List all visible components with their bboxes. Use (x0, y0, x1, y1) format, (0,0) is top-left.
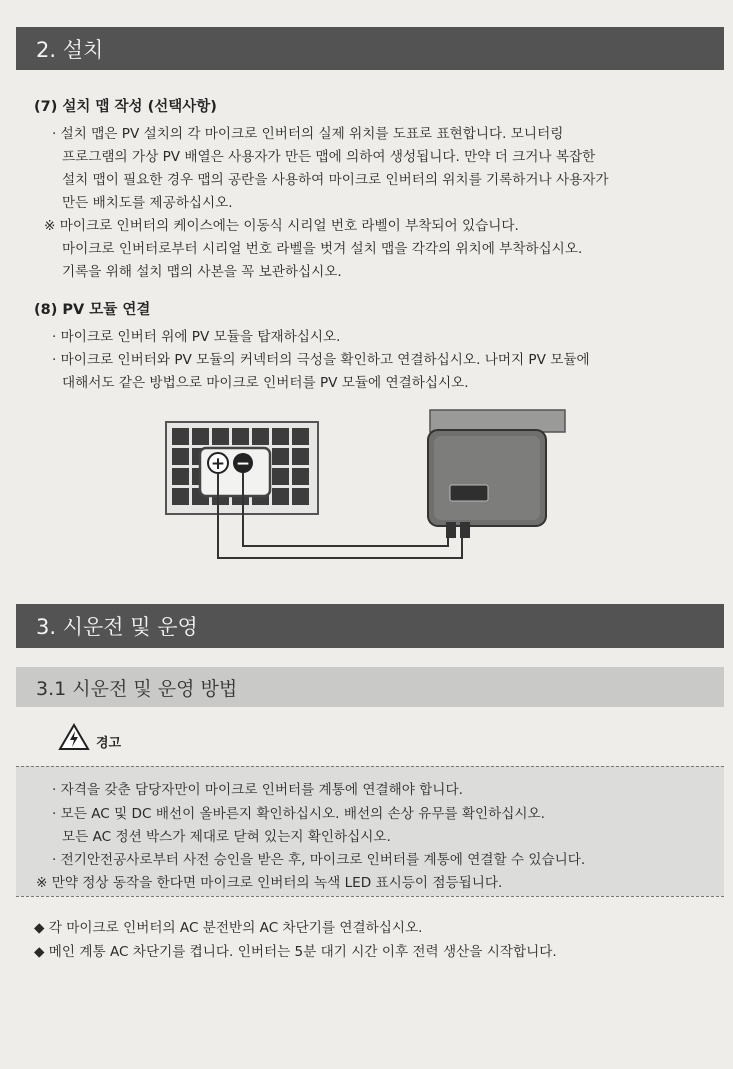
step-item: ◆ 메인 계통 AC 차단기를 켭니다. 인버터는 5분 대기 시간 이후 전력 생산을 시작합니다. (34, 944, 557, 960)
warning-line: · 전기안전공사로부터 사전 승인을 받은 후, 마이크로 인버터를 계통에 연결할 수 있습니다. (52, 852, 586, 868)
warning-line: 모든 AC 정션 박스가 제대로 닫혀 있는지 확인하십시오. (62, 829, 391, 845)
plus-terminal-label: + (210, 454, 226, 474)
pv-connect-line: · 마이크로 인버터 위에 PV 모듈을 탑재하십시오. (52, 329, 341, 345)
pv-connect-line: 대해서도 같은 방법으로 마이크로 인버터를 PV 모듈에 연결하십시오. (62, 375, 469, 391)
inverter-bracket (430, 410, 565, 432)
warning-label: 경고 (96, 736, 122, 751)
warning-triangle-icon (58, 723, 90, 751)
warning-line: · 자격을 갖춘 담당자만이 마이크로 인버터를 계통에 연결해야 합니다. (52, 782, 463, 798)
section-2-title: 2. 설치 (36, 37, 104, 62)
section-2-header (16, 27, 724, 70)
install-map-line: 프로그램의 가상 PV 배열은 사용자가 만든 맵에 의하여 생성됩니다. 만약 더 크거나 복잡한 (62, 149, 596, 165)
section-3-1-header (16, 667, 724, 707)
pv-connect-line: · 마이크로 인버터와 PV 모듈의 커넥터의 극성을 확인하고 연결하십시오. 나머지 PV 모듈에 (52, 352, 590, 368)
install-map-heading: (7) 설치 맵 작성 (선택사항) (34, 99, 217, 115)
install-map-note: ※ 마이크로 인버터의 케이스에는 이동식 시리얼 번호 라벨이 부착되어 있습니다. (44, 218, 519, 234)
warning-line: · 모든 AC 및 DC 배선이 올바른지 확인하십시오. 배선의 손상 유무를 확인하십시오. (52, 806, 545, 822)
section-3-1-title: 3.1 시운전 및 운영 방법 (36, 677, 238, 700)
step-item: ◆ 각 마이크로 인버터의 AC 분전반의 AC 차단기를 연결하십시오. (34, 920, 423, 936)
inverter-display (450, 485, 488, 501)
minus-terminal-label: − (235, 454, 251, 474)
section-3-title: 3. 시운전 및 운영 (36, 615, 198, 639)
pv-connection-diagram (160, 400, 580, 575)
install-map-line: · 설치 맵은 PV 설치의 각 마이크로 인버터의 실제 위치를 도표로 표현합니다. 모니터링 (52, 126, 564, 142)
section-3-header (16, 604, 724, 648)
install-map-line: 만든 배치도를 제공하십시오. (62, 195, 233, 211)
warning-bottom-divider (16, 896, 724, 897)
install-map-note: 마이크로 인버터로부터 시리얼 번호 라벨을 벗겨 설치 맵을 각각의 위치에 부착하십시오. (62, 241, 583, 257)
warning-top-divider (16, 766, 724, 767)
install-map-line: 설치 맵이 필요한 경우 맵의 공란을 사용하여 마이크로 인버터의 위치를 기록하거나 사용자가 (62, 172, 609, 188)
pv-connect-heading: (8) PV 모듈 연결 (34, 302, 151, 318)
warning-note: ※ 만약 정상 동작을 한다면 마이크로 인버터의 녹색 LED 표시등이 점등됩니다. (36, 875, 503, 891)
install-map-note: 기록을 위해 설치 맵의 사본을 꼭 보관하십시오. (62, 264, 342, 280)
